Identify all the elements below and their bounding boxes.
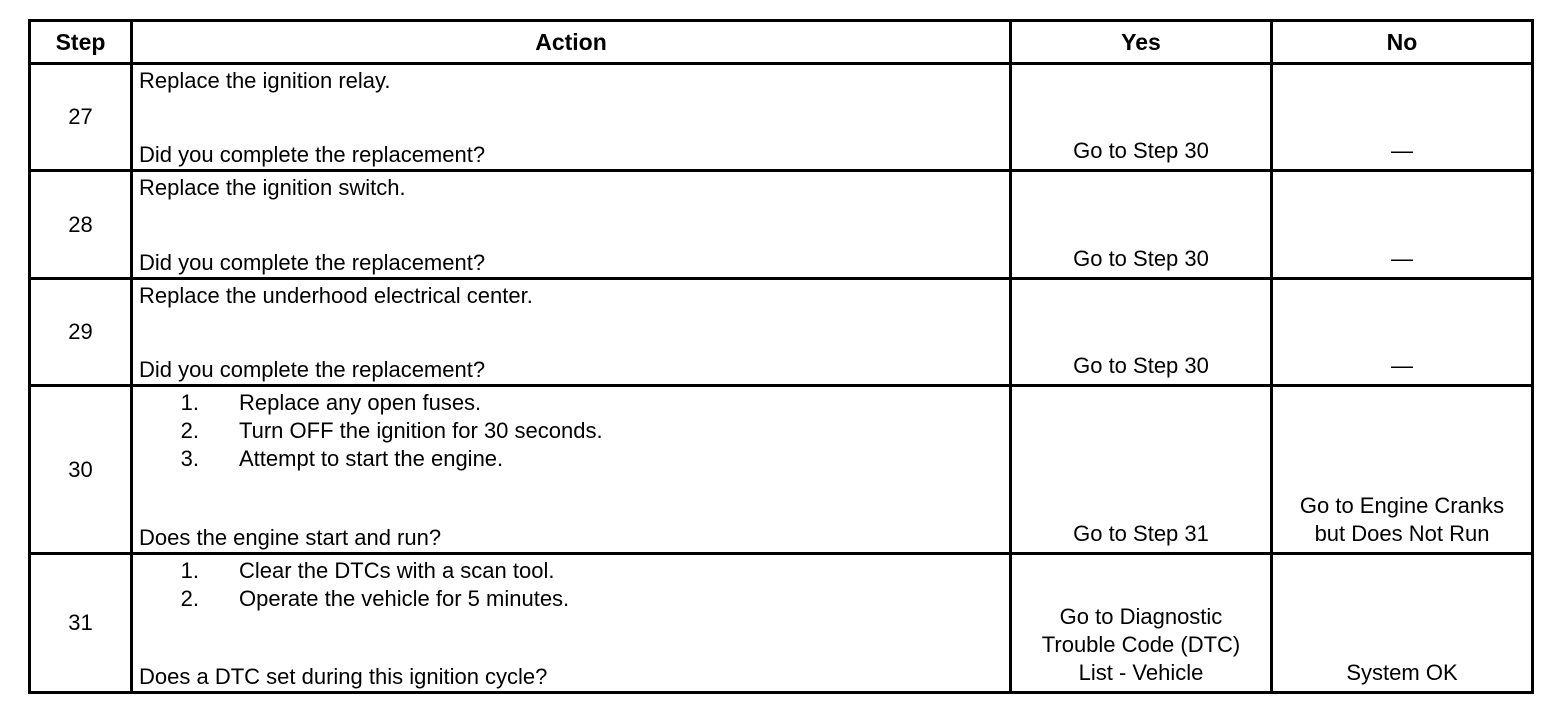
step-number: 31: [30, 554, 132, 693]
table-row: [30, 554, 1533, 693]
table-row: [30, 386, 1533, 554]
no-result-line: Go to Engine Cranks: [1299, 493, 1505, 519]
action-question: Did you complete the replacement?: [139, 142, 486, 168]
list-item: [139, 557, 1001, 585]
action-steps-list: [139, 557, 1001, 613]
yes-result: [1011, 554, 1272, 693]
header-action: Action: [132, 21, 1011, 64]
yes-result-line: Trouble Code (DTC): [1041, 632, 1241, 657]
no-result: —: [1272, 64, 1533, 171]
action-instruction: Replace the ignition relay.: [139, 68, 391, 93]
yes-result: Go to Step 31: [1011, 386, 1272, 554]
yes-result: Go to Step 30: [1011, 171, 1272, 278]
step-number: 28: [30, 171, 132, 278]
yes-result-line: List - Vehicle: [1078, 660, 1204, 685]
list-item-number: 1.: [180, 558, 199, 584]
action-question: Does the engine start and run?: [139, 525, 442, 551]
action-instruction: Replace the ignition switch.: [139, 175, 406, 201]
list-item-number: 2.: [180, 586, 199, 612]
step-number: 30: [30, 386, 132, 554]
no-result: —: [1272, 278, 1533, 385]
yes-result: Go to Step 30: [1011, 278, 1272, 385]
action-question: Does a DTC set during this ignition cycle?: [139, 664, 548, 689]
list-item-text: Operate the vehicle for 5 minutes.: [239, 586, 570, 612]
table-row: [30, 171, 1533, 278]
list-item: [139, 445, 1001, 473]
action-cell: [132, 171, 1011, 278]
list-item-text: Clear the DTCs with a scan tool.: [239, 558, 555, 584]
action-question: Did you complete the replacement?: [139, 357, 486, 383]
list-item-text: Replace any open fuses.: [239, 390, 482, 416]
action-cell: [132, 64, 1011, 171]
step-number: 27: [30, 64, 132, 171]
action-instruction: Replace the underhood electrical center.: [139, 282, 533, 308]
list-item: [139, 417, 1001, 445]
table-row: [30, 278, 1533, 385]
table-row: [30, 64, 1533, 171]
no-result-line: but Does Not Run: [1314, 521, 1490, 547]
diagnostic-table: [28, 19, 1534, 694]
yes-result: Go to Step 30: [1011, 64, 1272, 171]
header-step: Step: [30, 21, 132, 64]
list-item-number: 3.: [180, 446, 199, 472]
list-item-number: 1.: [180, 390, 199, 416]
no-result: System OK: [1272, 554, 1533, 693]
header-row: [30, 21, 1533, 64]
header-yes: Yes: [1011, 21, 1272, 64]
list-item-number: 2.: [180, 418, 199, 444]
list-item-text: Attempt to start the engine.: [239, 446, 504, 472]
action-cell: [132, 554, 1011, 693]
no-result: [1272, 386, 1533, 554]
list-item: [139, 389, 1001, 417]
header-no: No: [1272, 21, 1533, 64]
action-steps-list: [139, 389, 1001, 473]
no-result: —: [1272, 171, 1533, 278]
step-number: 29: [30, 278, 132, 385]
list-item-text: Turn OFF the ignition for 30 seconds.: [239, 418, 603, 444]
action-cell: [132, 386, 1011, 554]
action-cell: [132, 278, 1011, 385]
action-question: Did you complete the replacement?: [139, 249, 486, 275]
list-item: [139, 585, 1001, 613]
yes-result-line: Go to Diagnostic: [1059, 604, 1223, 629]
